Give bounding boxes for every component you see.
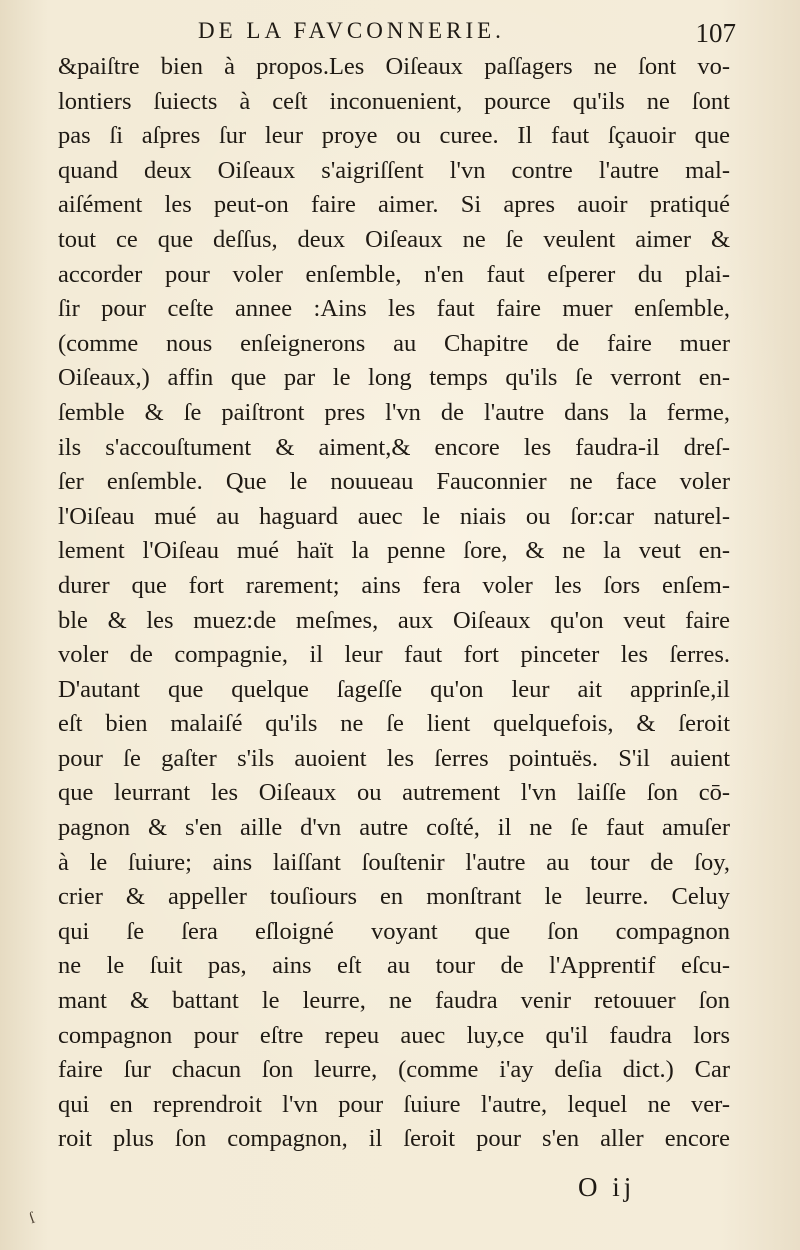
text-line: ne le ſuit pas, ains eſt au tour de l'Apprentif eſcu- xyxy=(58,952,730,980)
text-line: pagnon & s'en aille d'vn autre coſté, il ne ſe faut amuſer xyxy=(58,814,730,842)
text-line: lement l'Oiſeau mué haït la penne ſore, & ne la veut en- xyxy=(58,537,730,565)
running-head: DE LA FAVCONNERIE. xyxy=(198,18,505,43)
text-line: à le ſuiure; ains laiſſant ſouſtenir l'autre au tour de ſoy, xyxy=(58,848,730,876)
text-line: compagnon pour eſtre repeu auec luy,ce qu'il faudra lors xyxy=(58,1021,730,1049)
text-line: voler de compagnie, il leur faut fort pinceter les ſerres. xyxy=(58,641,730,669)
text-line: ſer enſemble. Que le nouueau Fauconnier ne face voler xyxy=(58,468,730,496)
text-line: roit plus ſon compagnon, il ſeroit pour s'en aller encore xyxy=(58,1125,730,1153)
text-line: l'Oiſeau mué au haguard auec le niais ou ſor:car naturel- xyxy=(58,502,730,530)
text-line: eſt bien malaiſé qu'ils ne ſe lient quelquefois, & ſeroit xyxy=(58,710,730,738)
text-line: quand deux Oiſeaux s'aigriſſent l'vn contre l'autre mal- xyxy=(58,156,730,184)
text-line: ble & les muez:de meſmes, aux Oiſeaux qu'on veut faire xyxy=(58,606,730,634)
text-line: Oiſeaux,) affin que par le long temps qu'ils ſe verront en- xyxy=(58,364,730,392)
page-number: 107 xyxy=(695,18,736,48)
text-line: pour ſe gaſter s'ils auoient les ſerres pointuës. S'il auient xyxy=(58,744,730,772)
text-line: D'autant que quelque ſageſſe qu'on leur ait apprinſe,il xyxy=(58,675,730,703)
text-line: mant & battant le leurre, ne faudra venir retouuer ſon xyxy=(58,987,730,1015)
margin-mark: ſ xyxy=(27,1209,38,1228)
text-line: aiſément les peut-on faire aimer. Si apres auoir pratiqué xyxy=(58,191,730,219)
text-line: tout ce que deſſus, deux Oiſeaux ne ſe veulent aimer & xyxy=(58,225,730,253)
text-line: lontiers ſuiects à ceſt inconuenient, pource qu'ils ne ſont xyxy=(58,87,730,115)
text-line: &paiſtre bien à propos.Les Oiſeaux paſſagers ne ſont vo- xyxy=(58,53,730,80)
text-line: pas ſi aſpres ſur leur proye ou curee. Il faut ſçauoir que xyxy=(58,122,730,150)
text-line: (comme nous enſeignerons au Chapitre de faire muer xyxy=(58,329,730,357)
text-line: ſemble & ſe paiſtront pres l'vn de l'autre dans la ferme, xyxy=(58,398,730,426)
text-line: qui en reprendroit l'vn pour ſuiure l'autre, lequel ne ver- xyxy=(58,1090,730,1118)
text-line: qui ſe ſera eſloigné voyant que ſon compagnon xyxy=(58,917,730,945)
text-line: ils s'accouſtument & aiment,& encore les faudra-il dreſ- xyxy=(58,433,730,461)
text-line: ſir pour ceſte annee :Ains les faut faire muer enſemble, xyxy=(58,295,730,323)
body-text xyxy=(58,50,730,1157)
page-header xyxy=(198,18,738,54)
text-line: crier & appeller touſiours en monſtrant le leurre. Celuy xyxy=(58,883,730,911)
text-line: faire ſur chacun ſon leurre, (comme i'ay deſia dict.) Car xyxy=(58,1056,730,1084)
text-line: durer que fort rarement; ains fera voler les ſors enſem- xyxy=(58,571,730,599)
text-line: que leurrant les Oiſeaux ou autrement l'vn laiſſe ſon cō- xyxy=(58,779,730,807)
signature-mark: O ij xyxy=(578,1172,636,1202)
text-line: accorder pour voler enſemble, n'en faut eſperer du plai- xyxy=(58,260,730,288)
